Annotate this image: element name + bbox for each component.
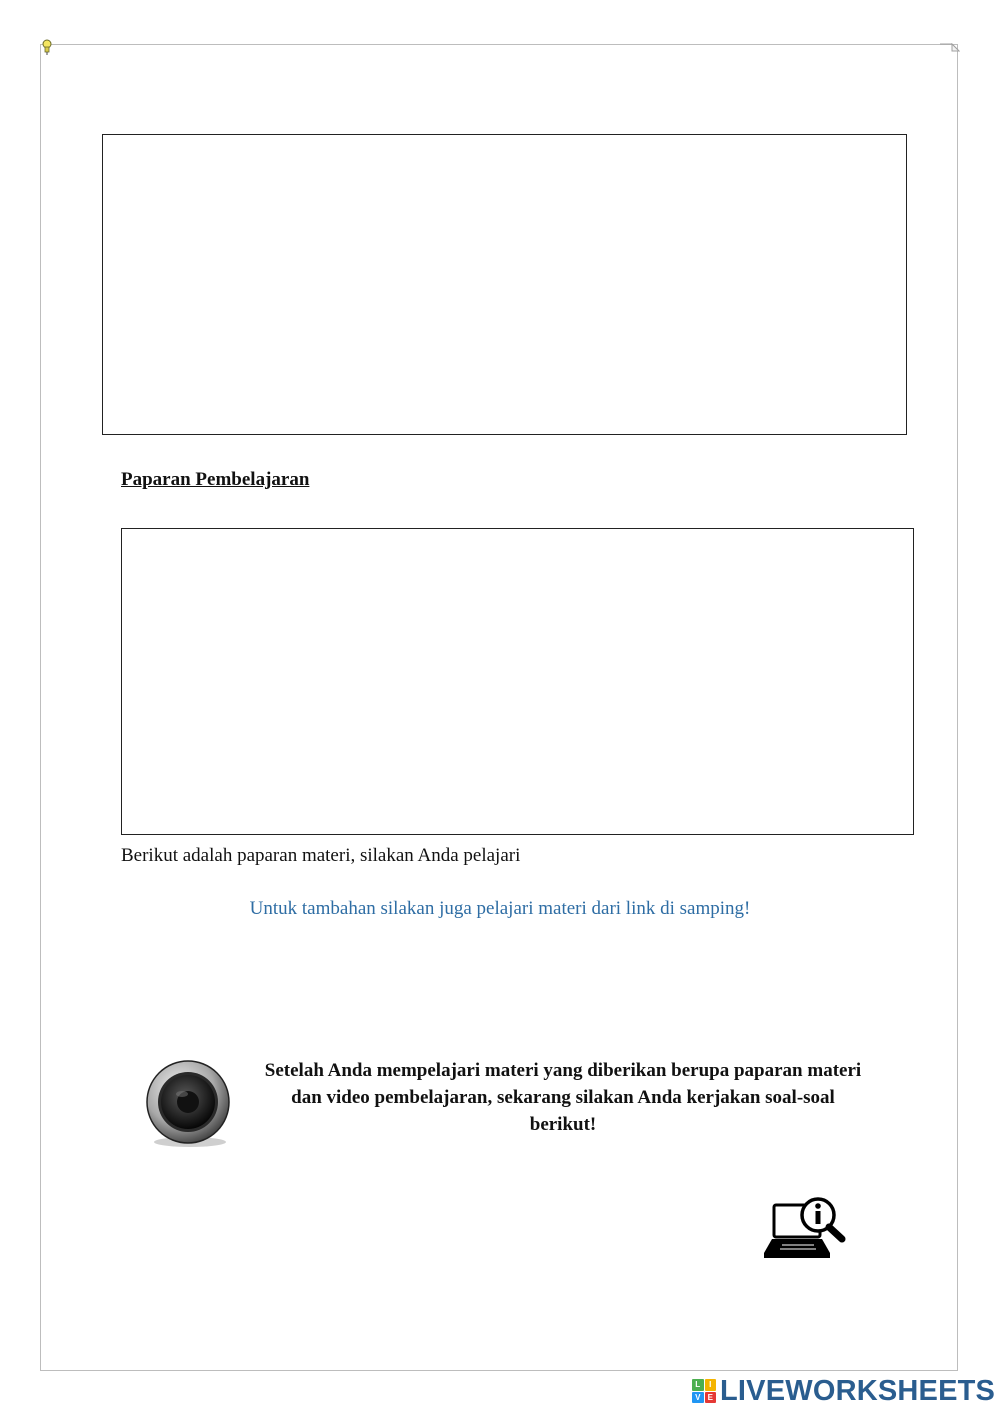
pin-icon[interactable] [41, 39, 53, 55]
brand-mark-letter: L [692, 1379, 704, 1391]
slide-embed-frame[interactable] [121, 528, 914, 835]
additional-material-link[interactable]: Untuk tambahan silakan juga pelajari materi dari link di samping! [249, 898, 751, 919]
laptop-info-icon[interactable] [762, 1195, 846, 1261]
brand-mark-icon [692, 1379, 716, 1403]
slide-caption: Berikut adalah paparan materi, silakan Anda pelajari [121, 845, 521, 866]
section-heading: Paparan Pembelajaran [121, 469, 310, 490]
brand-mark-letter: I [705, 1379, 717, 1391]
video-embed-frame[interactable] [102, 134, 907, 435]
brand-mark-letter: E [705, 1392, 717, 1404]
page-corner-icon [940, 43, 960, 58]
brand-name: LIVEWORKSHEETS [720, 1374, 996, 1407]
liveworksheets-logo[interactable] [692, 1374, 995, 1408]
instruction-text: Setelah Anda mempelajari materi yang diberikan berupa paparan materi dan video pembelajaran, sekarang silakan Anda kerjakan soal-soal berikut! [264, 1060, 862, 1135]
brand-mark-letter: V [692, 1392, 704, 1404]
speaker-icon[interactable] [140, 1056, 234, 1150]
